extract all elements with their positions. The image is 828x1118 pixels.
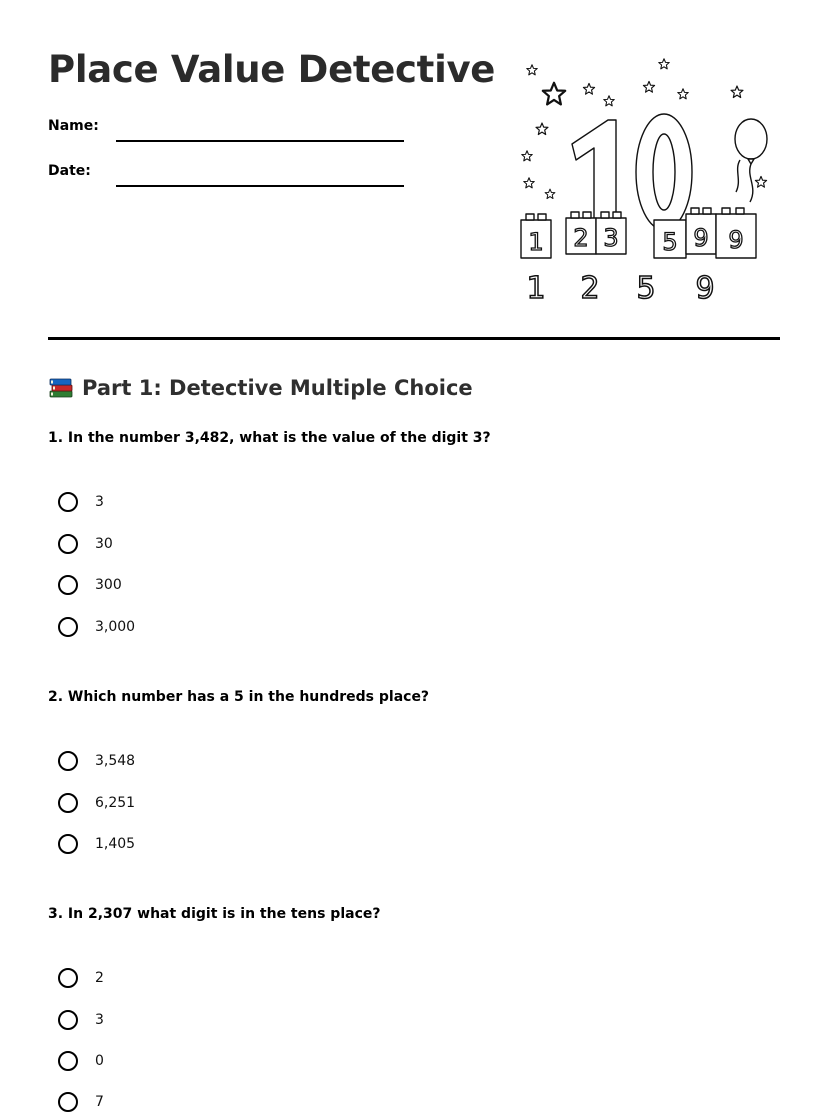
option-label: 30 <box>95 536 113 552</box>
star-icon <box>755 176 766 187</box>
question-3: 3. In 2,307 what digit is in the tens place? <box>48 906 381 922</box>
section-heading <box>48 374 473 400</box>
star-icon <box>543 83 565 105</box>
q2-option-b[interactable] <box>58 793 358 817</box>
date-label: Date: <box>48 163 91 179</box>
option-label: 300 <box>95 577 122 593</box>
star-icon <box>583 83 594 94</box>
date-field[interactable] <box>48 163 408 193</box>
radio-button[interactable] <box>58 751 78 771</box>
star-icon <box>527 65 538 75</box>
number-ten-blocks-illustration <box>512 52 782 307</box>
star-icon <box>524 178 535 188</box>
block-digit: 2 <box>573 224 589 252</box>
radio-button[interactable] <box>58 534 78 554</box>
q1-option-a[interactable] <box>58 492 358 516</box>
star-icon <box>536 123 548 134</box>
radio-button[interactable] <box>58 617 78 637</box>
block-digit: 9 <box>693 224 709 252</box>
radio-button[interactable] <box>58 1092 78 1112</box>
star-icon <box>545 189 555 198</box>
option-label: 0 <box>95 1053 104 1069</box>
radio-button[interactable] <box>58 575 78 595</box>
block-digit: 1 <box>528 228 544 256</box>
option-label: 1,405 <box>95 836 136 852</box>
worksheet-title: Place Value Detective <box>48 48 496 91</box>
q1-option-d[interactable] <box>58 617 358 641</box>
star-icon <box>659 59 670 69</box>
option-label: 2 <box>95 970 104 986</box>
digit-blocks <box>521 208 756 258</box>
radio-button[interactable] <box>58 1051 78 1071</box>
option-label: 7 <box>95 1094 104 1110</box>
option-label: 3 <box>95 1012 104 1028</box>
star-icon <box>731 86 743 97</box>
star-icon <box>522 151 533 161</box>
question-2: 2. Which number has a 5 in the hundreds place? <box>48 689 430 705</box>
section-title: Part 1: Detective Multiple Choice <box>82 376 473 400</box>
q3-option-d[interactable] <box>58 1092 358 1116</box>
date-line[interactable] <box>116 185 404 187</box>
section-divider <box>48 337 780 340</box>
option-label: 3,548 <box>95 753 136 769</box>
q2-option-a[interactable] <box>58 751 358 775</box>
bottom-digit: 5 <box>636 271 656 306</box>
name-line[interactable] <box>116 140 404 142</box>
radio-button[interactable] <box>58 1010 78 1030</box>
q3-option-b[interactable] <box>58 1010 358 1034</box>
q1-option-b[interactable] <box>58 534 358 558</box>
books-icon <box>48 374 74 400</box>
block-digit: 9 <box>728 226 744 254</box>
option-label: 3,000 <box>95 619 136 635</box>
q2-option-c[interactable] <box>58 834 358 858</box>
balloon-icon <box>735 119 767 159</box>
radio-button[interactable] <box>58 834 78 854</box>
block-digit: 3 <box>603 224 619 252</box>
option-label: 3 <box>95 494 104 510</box>
q3-option-c[interactable] <box>58 1051 358 1075</box>
q3-option-a[interactable] <box>58 968 358 992</box>
bottom-digit: 9 <box>695 271 715 306</box>
radio-button[interactable] <box>58 492 78 512</box>
bottom-digit: 2 <box>580 271 600 306</box>
star-icon <box>604 96 615 106</box>
name-field[interactable] <box>48 118 408 148</box>
radio-button[interactable] <box>58 793 78 813</box>
star-icon <box>678 89 689 99</box>
block-digit: 5 <box>662 228 678 256</box>
star-icon <box>643 81 654 92</box>
bottom-digit: 1 <box>526 271 546 306</box>
q1-option-c[interactable] <box>58 575 358 599</box>
name-label: Name: <box>48 118 99 134</box>
option-label: 6,251 <box>95 795 136 811</box>
radio-button[interactable] <box>58 968 78 988</box>
big-one-shape <box>572 120 616 220</box>
question-1: 1. In the number 3,482, what is the value of the digit 3? <box>48 430 491 446</box>
